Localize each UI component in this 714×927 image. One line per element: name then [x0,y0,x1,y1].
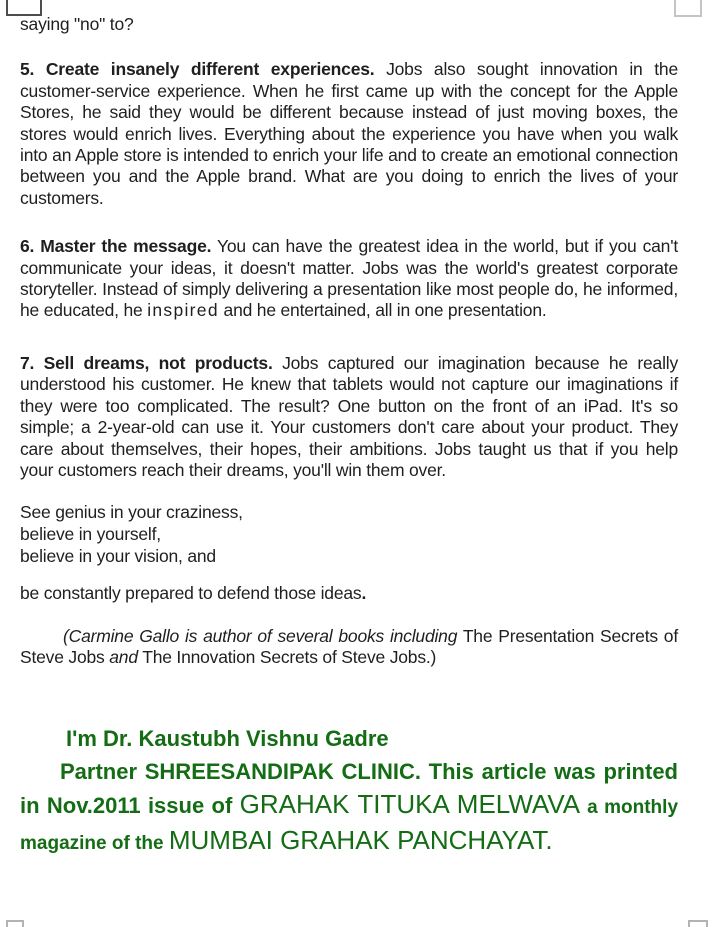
credit-block [20,722,678,860]
text-segment: MUMBAI GRAHAK PANCHAYAT. [168,825,553,856]
text-segment: Jobs captured our imagination because he really understood his customer. He knew that tablets would not capture our imaginations if they were too complicated. The result? One button on the front of an iPad. It's so simple; a 2-year-old can use it. Your customers don't care about your product. They care about themselves, their hopes, their ambitions. Jobs taught us that if you help your customers reach their dreams, you'll win them over. [20,352,678,480]
text-segment: Jobs also sought innovation in the customer-service experience. When he first came up with the concept for the Apple Stores, he said they would be different because instead of just moving boxes, the stores would enrich lives. Everything about the experience you have when you walk into an Apple store is intended to enrich your life and to create an emotional connection between you and the Apple brand. What are you doing to enrich the lives of your customers. [20,59,678,208]
credit-author-name: I'm Dr. Kaustubh Vishnu Gadre [66,726,389,752]
quote-stanza [20,502,678,567]
author-note [20,626,678,669]
text-segment: Partner SHREESANDIPAK CLINIC. This article was printed in Nov.2011 issue of [20,759,678,819]
quote-line: believe in yourself, [20,523,161,544]
article-paragraph-point5 [20,59,678,209]
page-corner-bottom-left [6,920,24,927]
page-corner-bottom-right [688,920,708,927]
article-body [20,14,678,860]
quote-line: See genius in your craziness, [20,502,243,523]
quote-line: believe in your vision, and [20,545,216,566]
text-segment: . [361,583,367,604]
text-segment: 6. Master the message. [20,236,212,257]
text-segment: saying "no" to? [20,14,134,34]
article-intro-fragment [20,14,678,35]
text-segment: The Innovation Secrets of Steve Jobs.) [137,646,437,667]
text-segment: a monthly magazine of the [20,797,679,855]
text-segment: (Carmine Gallo is author of several books including [63,625,458,646]
text-segment: GRAHAK TITUKA MELWAVA [239,789,588,820]
text-segment: 7. Sell dreams, not products. [20,352,273,373]
text-segment: You can have the greatest idea in the world, but if you can't communicate your ideas, it doesn't matter. Jobs was the world's greatest corporate storyteller. Instead of simply delivering a presentation like most people do, he informed, he educated, he [20,236,678,321]
text-segment: inspired [147,300,219,321]
text-segment: and [109,646,138,667]
text-segment: The Presentation Secrets of Steve Jobs [20,625,679,667]
text-segment: 5. Create insanely different experiences. [20,59,375,80]
text-segment: and he entertained, all in one presentation. [218,300,547,321]
page-corner-top-right [674,0,702,17]
article-paragraph-point6 [20,236,678,322]
credit-publication-info [20,755,678,860]
closing-line [20,583,678,604]
text-segment: be constantly prepared to defend those ideas [20,583,362,604]
article-paragraph-point7 [20,353,678,481]
